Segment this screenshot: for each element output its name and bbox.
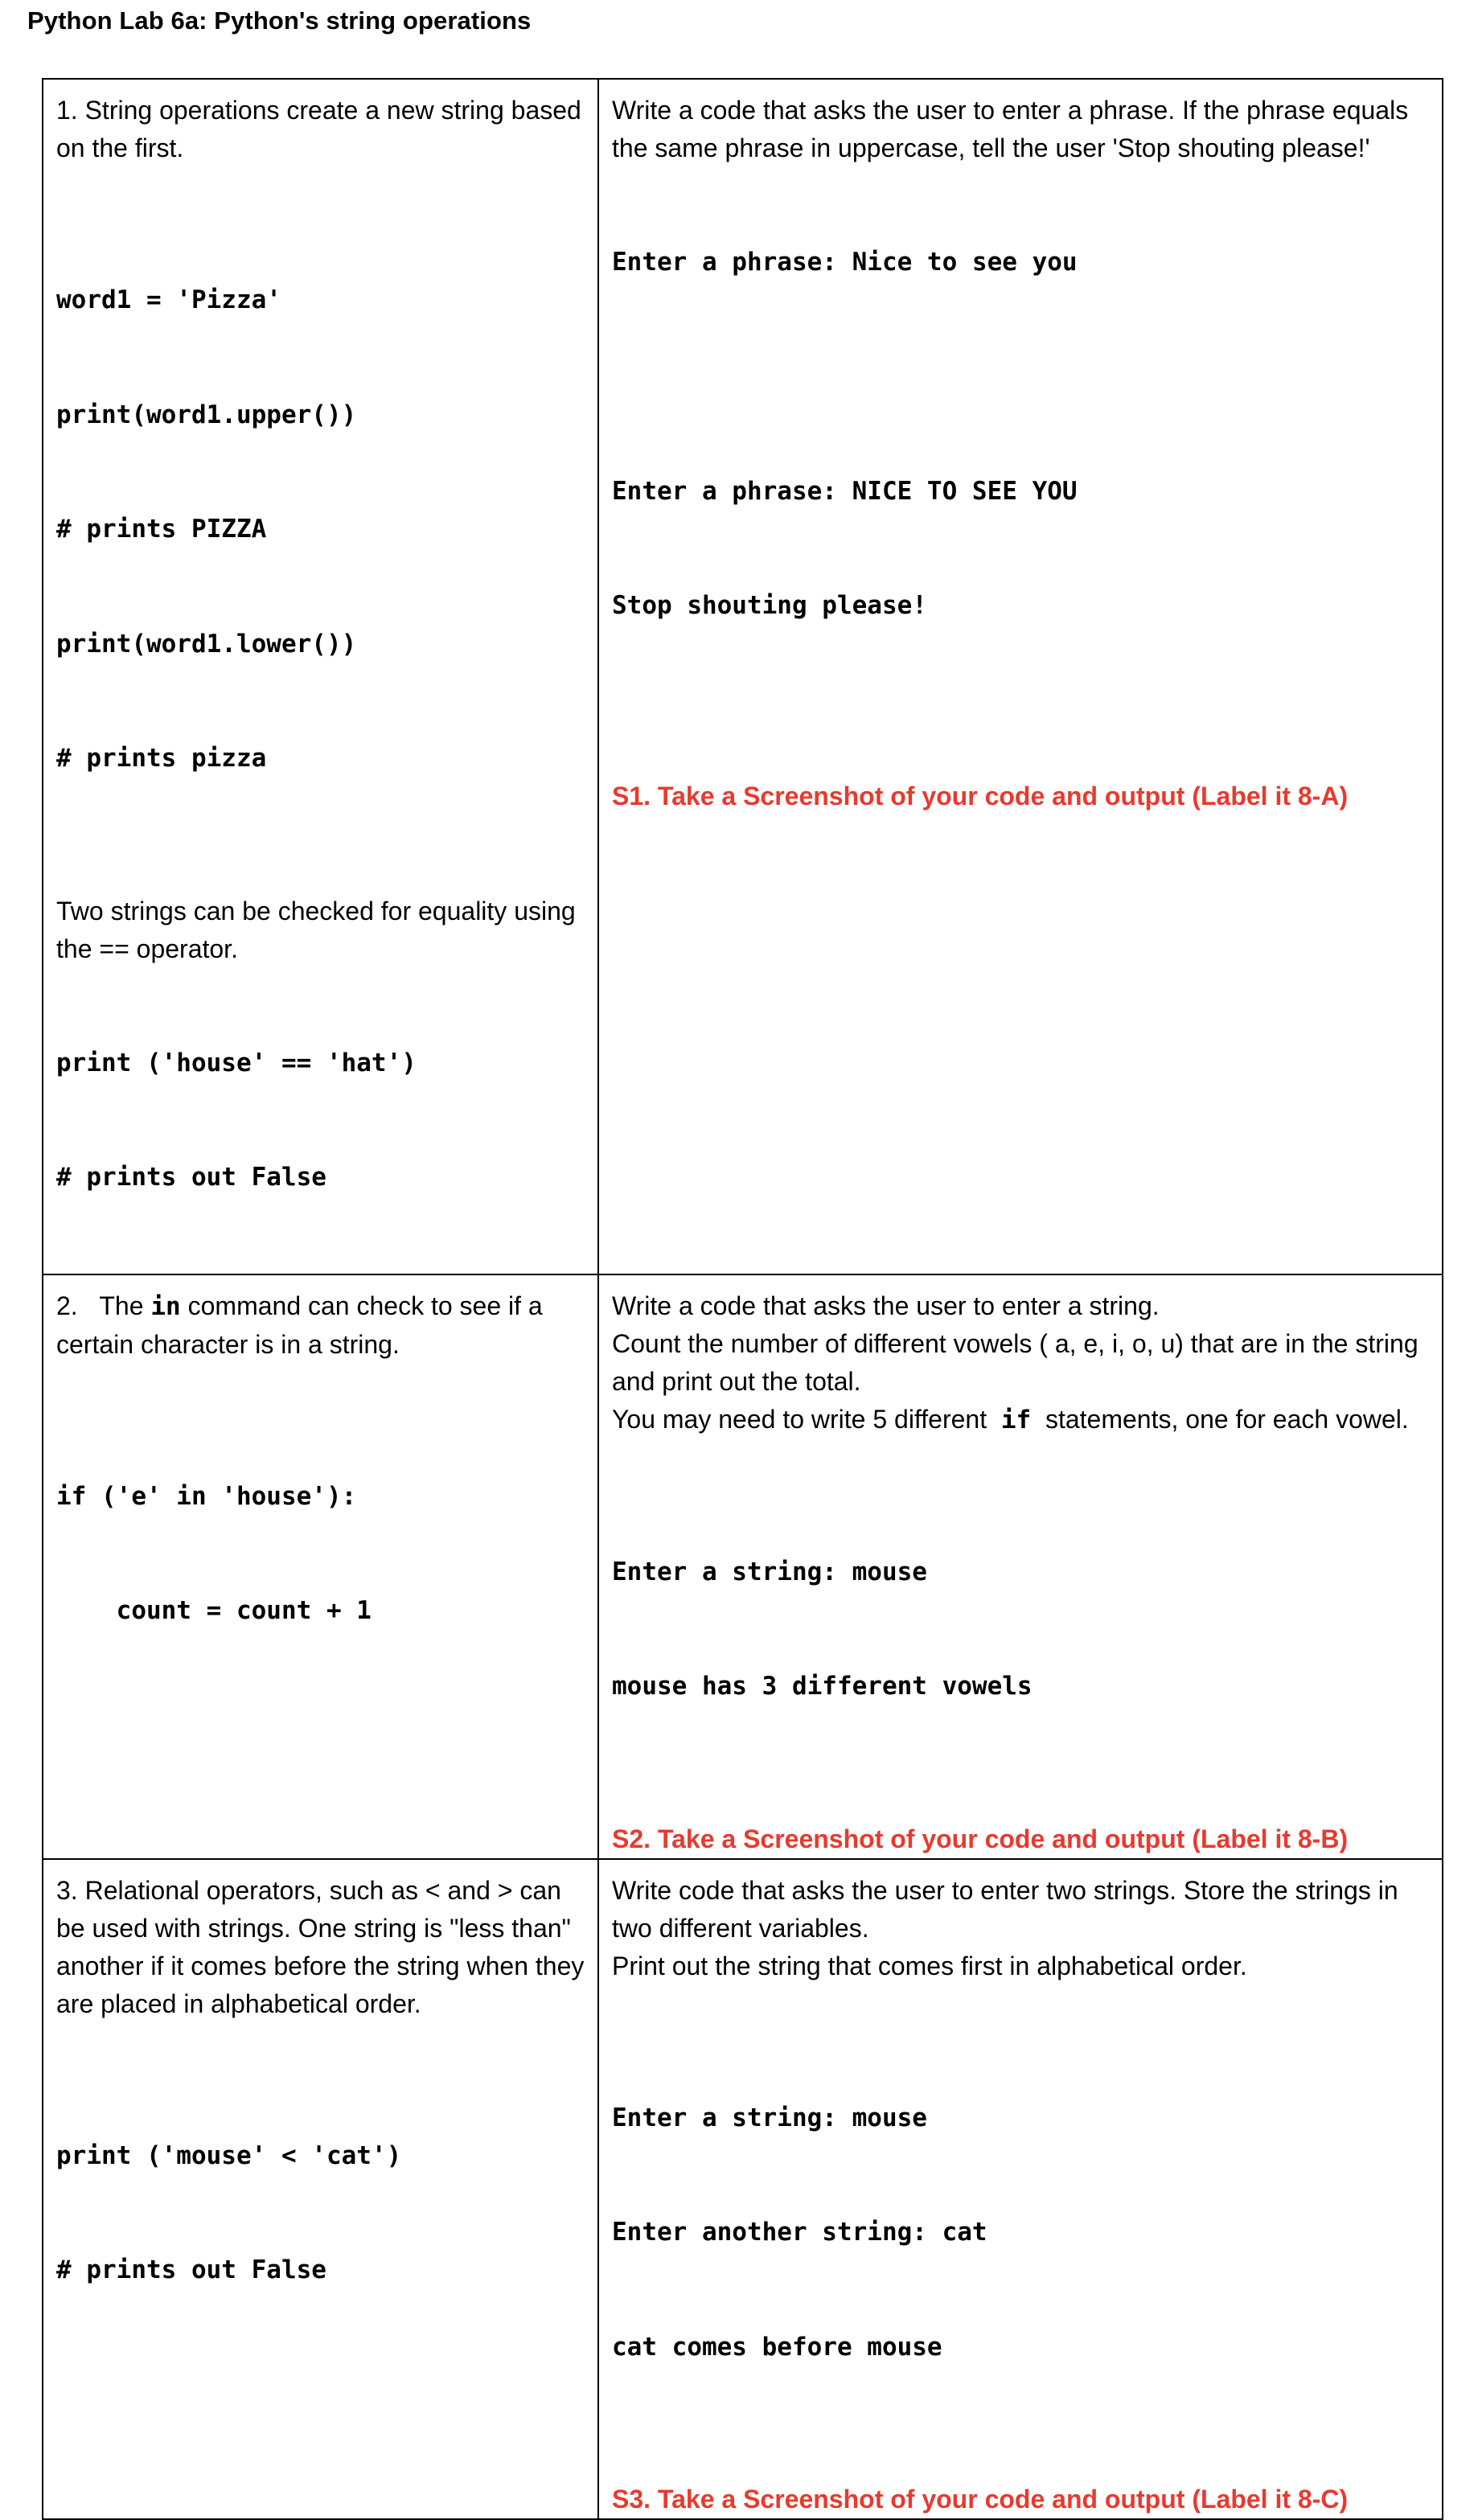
code-line: Enter a string: mouse [612, 2103, 927, 2132]
code-line: # prints out False [56, 1163, 326, 1192]
row1-right-cell [598, 79, 1443, 1274]
screenshot-instruction-s1: S1. Take a Screenshot of your code and output (Label it 8-A) [612, 781, 1349, 811]
code-line: Enter a phrase: NICE TO SEE YOU [612, 476, 1078, 506]
row2-code-block [56, 1402, 586, 1707]
row2-task-text-3: You may need to write 5 different if statements, one for each vowel. [612, 1404, 1409, 1434]
code-line: if ('e' in 'house'): [56, 1481, 357, 1511]
row3-sample-output [612, 2023, 1431, 2444]
table-row [43, 1274, 1443, 1859]
row2-task-text-2: Count the number of different vowels ( a, e, i, o, u) that are in the string and print out the total. [612, 1328, 1418, 1396]
code-line: # prints PIZZA [56, 515, 267, 544]
row3-left-cell [43, 1859, 598, 2520]
row1-equality-code [56, 968, 586, 1274]
code-line: Enter a phrase: Nice to see you [612, 248, 1078, 277]
code-line: print ('house' == 'hat') [56, 1048, 417, 1077]
code-line: count = count + 1 [56, 1596, 372, 1625]
code-line: word1 = 'Pizza' [56, 285, 281, 314]
row1-sample-output-1 [612, 167, 1431, 359]
code-line: Enter another string: cat [612, 2218, 987, 2247]
row1-left-cell [43, 79, 598, 1274]
if-keyword: if [1000, 1405, 1032, 1434]
row3-task-text-2: Print out the string that comes first in alphabetical order. [612, 1951, 1247, 1980]
row2-task-text-1: Write a code that asks the user to enter a string. [612, 1291, 1160, 1320]
row1-intro-text: 1. String operations create a new string based on the first. [56, 96, 581, 162]
lab-table [42, 78, 1443, 2520]
row3-task-text-1: Write code that asks the user to enter two strings. Store the strings in two different variables. [612, 1875, 1398, 1943]
row2-intro-text: 2. The in command can check to see if a certain character is in a string. [56, 1291, 543, 1359]
page-title: Python Lab 6a: Python's string operations [27, 6, 532, 35]
row1-equality-text: Two strings can be checked for equality using the == operator. [56, 896, 576, 963]
row3-intro-text: 3. Relational operators, such as < and > can be used with strings. One string is "less than" another if it comes before the string when they are placed in alphabetical order. [56, 1875, 585, 2018]
screenshot-instruction-s3: S3. Take a Screenshot of your code and output (Label it 8-C) [612, 2485, 1349, 2514]
in-keyword: in [150, 1291, 181, 1321]
row3-right-cell [598, 1859, 1443, 2520]
table-row [43, 1859, 1443, 2520]
row1-sample-output-2 [612, 396, 1431, 702]
code-line: print(word1.upper()) [56, 400, 357, 429]
code-line: print(word1.lower()) [56, 629, 357, 659]
row1-task-text: Write a code that asks the user to enter a phrase. If the phrase equals the same phrase in uppercase, tell the user 'Stop shouting please!' [612, 96, 1409, 162]
code-line: cat comes before mouse [612, 2332, 942, 2362]
row3-code-block [56, 2061, 586, 2366]
table-row [43, 79, 1443, 1274]
row2-right-cell [598, 1274, 1443, 1859]
row1-code-block [56, 205, 586, 855]
screenshot-instruction-s2: S2. Take a Screenshot of your code and output (Label it 8-B) [612, 1824, 1349, 1853]
row2-sample-output [612, 1477, 1431, 1783]
code-line: print ('mouse' < 'cat') [56, 2140, 402, 2170]
code-line: # prints pizza [56, 744, 267, 773]
row2-left-cell [43, 1274, 598, 1859]
code-line: Stop shouting please! [612, 591, 927, 620]
code-line: mouse has 3 different vowels [612, 1672, 1033, 1701]
code-line: Enter a string: mouse [612, 1557, 927, 1586]
code-line: # prints out False [56, 2255, 326, 2284]
